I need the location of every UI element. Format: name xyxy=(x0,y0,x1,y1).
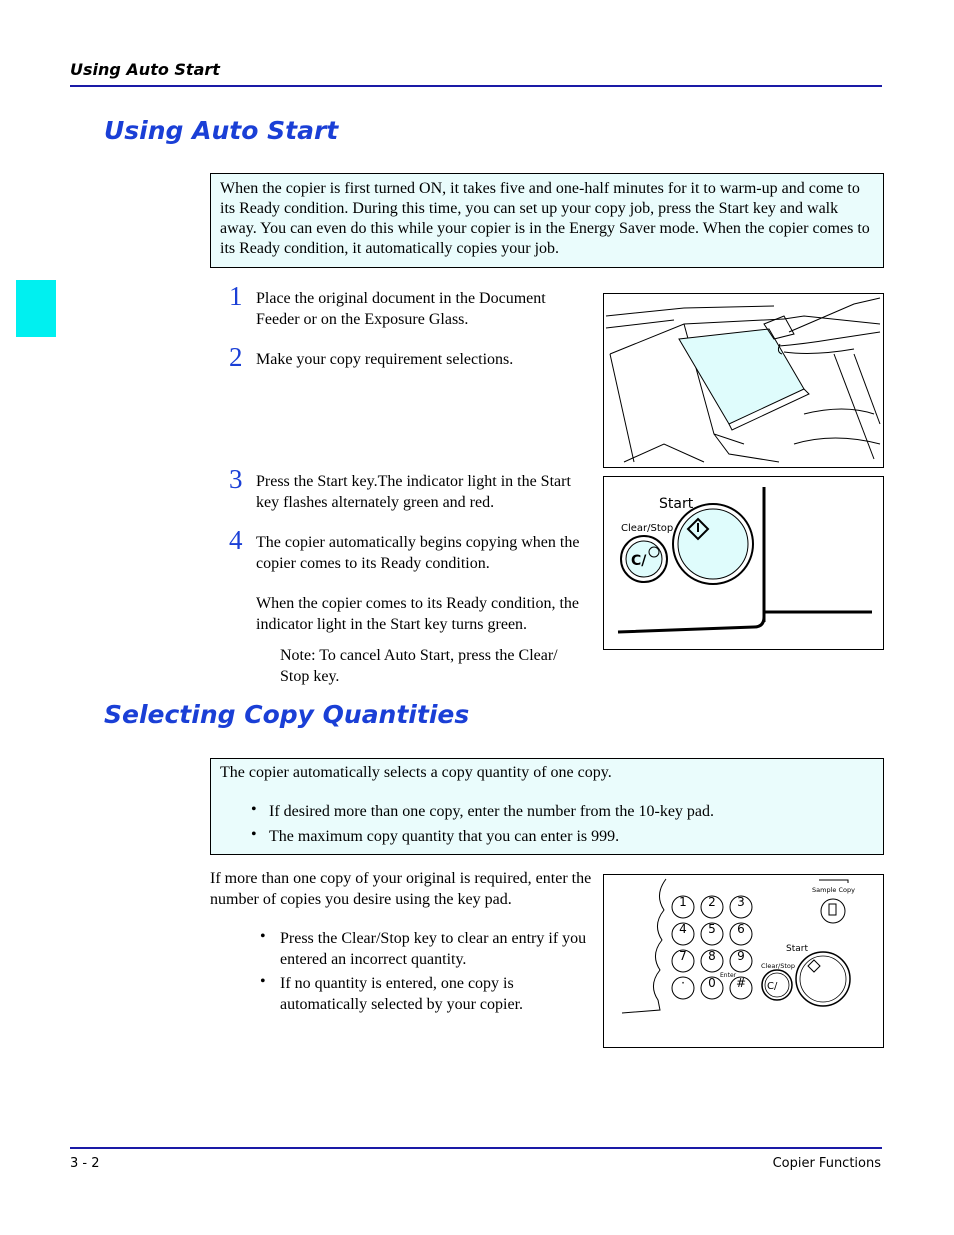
bullet-icon: • xyxy=(251,826,257,843)
clear-key-label: C/ xyxy=(631,553,647,569)
keypad-key-label: 5 xyxy=(708,922,716,936)
bullet-icon: • xyxy=(260,928,266,945)
keypad-key-label: 2 xyxy=(708,895,716,909)
step-text: Place the original document in the Document Feeder or on the Exposure Glass. xyxy=(256,290,546,328)
clear-stop-label: Clear/Stop xyxy=(761,962,795,970)
quantity-info-box xyxy=(210,758,884,855)
step-text: The copier automatically begins copying when the copier comes to its Ready condition. xyxy=(256,534,580,572)
intro-box xyxy=(210,173,884,268)
bullet-icon: • xyxy=(260,973,266,990)
chapter-name: Copier Functions xyxy=(772,1156,881,1171)
start-key-illustration xyxy=(603,476,884,650)
step-text: Press the Start key.The indicator light in the Start key flashes alternately green and red. xyxy=(256,473,571,511)
bullet-item: • Press the Clear/Stop key to clear an entry if you entered an incorrect quantity. xyxy=(260,928,587,968)
section-title-auto-start: Using Auto Start xyxy=(104,116,339,145)
step-text: Make your copy requirement selections. xyxy=(256,351,514,368)
keypad-key-label: 6 xyxy=(737,922,745,936)
bullet-item: • The maximum copy quantity that you can enter is 999. xyxy=(251,826,620,845)
running-header: Using Auto Start xyxy=(70,60,220,79)
bullet-icon: • xyxy=(251,801,257,818)
keypad-key-label: 1 xyxy=(679,895,687,909)
step-number: 2 xyxy=(229,342,243,372)
sample-copy-label: Sample Copy xyxy=(812,886,855,894)
keypad-key-label: · xyxy=(681,976,685,990)
bullet-item: • If no quantity is entered, one copy is automatically selected by your copier. xyxy=(260,973,524,1013)
clear-stop-label: Clear/Stop xyxy=(621,523,674,534)
intro-text: When the copier is first turned ON, it takes five and one-half minutes for it to warm-up and come to its Ready condition. During this time, you can set up your copy job, press the Start key and walk away. You can even do this while your copier is in the Energy Saver mode. When the copier comes to its Ready condition, it automatically copies your job. xyxy=(220,180,870,257)
keypad-key-label: 8 xyxy=(708,949,716,963)
keypad-keys xyxy=(672,895,752,999)
keypad-key-label: 0 xyxy=(708,976,716,990)
clear-key-label: C/ xyxy=(767,981,778,992)
step-number: 4 xyxy=(229,525,243,555)
step-number: 1 xyxy=(229,281,243,311)
keypad-illustration xyxy=(603,874,884,1048)
enter-label: Enter xyxy=(720,972,737,979)
keypad-key-label: 4 xyxy=(679,922,687,936)
step-4-extra-text: When the copier comes to its Ready condition, the indicator light in the Start key turns green. xyxy=(256,595,580,633)
start-label: Start xyxy=(659,496,694,512)
keypad-key-label: 7 xyxy=(679,949,687,963)
keypad-key-label: # xyxy=(735,976,747,990)
page-number: 3 - 2 xyxy=(70,1156,100,1171)
quantity-body-text: If more than one copy of your original is required, enter the number of copies you desire using the key pad. xyxy=(210,870,592,908)
bullet-item: • If desired more than one copy, enter the number from the 10-key pad. xyxy=(251,801,715,820)
chapter-tab-marker xyxy=(16,280,56,337)
header-rule xyxy=(70,85,882,87)
keypad-key-label: 3 xyxy=(737,895,745,909)
quantity-info-text: The copier automatically selects a copy quantity of one copy. xyxy=(220,764,612,781)
cancel-note: Note: To cancel Auto Start, press the Clear/ Stop key. xyxy=(280,647,558,685)
document-feeder-illustration xyxy=(603,293,884,468)
start-label: Start xyxy=(786,944,808,954)
keypad-key-label: 9 xyxy=(737,949,745,963)
section-title-copy-quantities: Selecting Copy Quantities xyxy=(104,700,470,729)
step-number: 3 xyxy=(229,464,243,494)
footer-rule xyxy=(70,1147,882,1149)
